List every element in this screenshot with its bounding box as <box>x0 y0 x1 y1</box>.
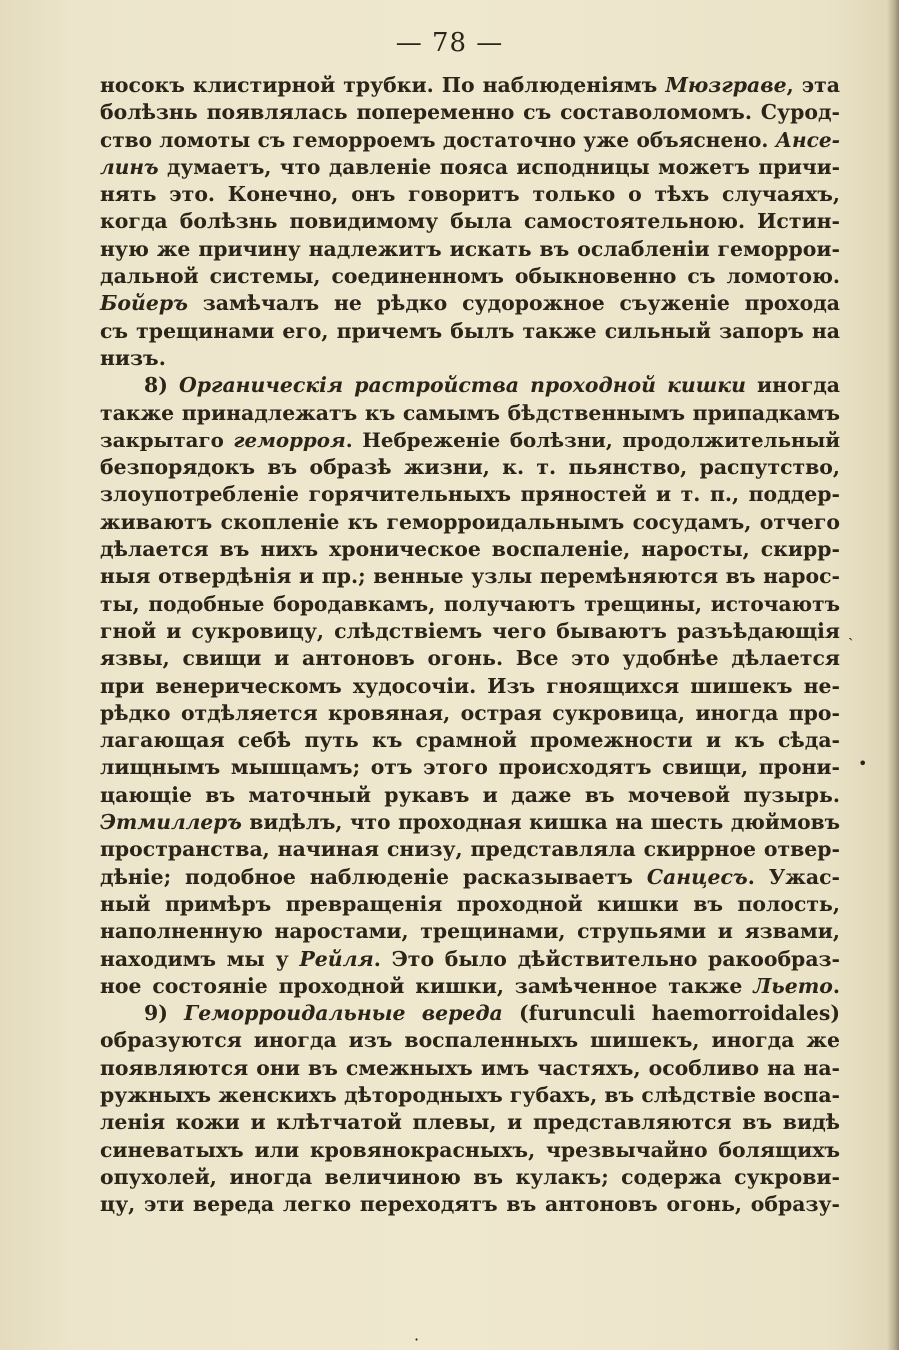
italic-name: Геморроидальные вереда <box>184 1001 503 1026</box>
text-line <box>100 700 840 727</box>
text-segment: закрытаго <box>100 427 234 452</box>
text-line <box>100 864 840 891</box>
text-line <box>100 809 840 836</box>
text-segment: 8) <box>144 373 179 398</box>
text-line <box>100 973 840 1000</box>
text-segment: ныя отвердѣнія и пр.; венные узлы перемѣняются въ нарос- <box>100 564 840 589</box>
text-line <box>100 1191 840 1218</box>
text-line <box>100 99 840 126</box>
text-line <box>100 836 840 863</box>
text-segment: ный примѣръ превращенія проходной кишки въ полость, <box>100 891 840 916</box>
text-line <box>100 1082 840 1109</box>
text-line <box>100 345 840 372</box>
text-segment: наполненную наростами, трещинами, струпьями и язвами, <box>100 919 840 944</box>
text-segment: . Небреженіе болѣзни, продолжительный <box>345 427 840 452</box>
text-line <box>100 918 840 945</box>
margin-mark: ˏ <box>848 622 854 641</box>
italic-name: Бойеръ <box>100 291 188 316</box>
text-segment: безпорядокъ въ образѣ жизни, к. т. пьянство, распутство, <box>100 455 840 480</box>
text-line <box>100 1109 840 1136</box>
text-segment: живаютъ скопленіе къ геморроидальнымъ сосудамъ, отчего <box>100 509 840 534</box>
text-segment: болѣзнь появлялась попеременно съ составоломомъ. Сурод- <box>100 100 840 125</box>
text-segment: цу, эти вереда легко переходятъ въ антоновъ огонь, образу- <box>100 1192 840 1217</box>
text-segment: ство ломоты съ геморроемъ достаточно уже объяснено. <box>100 127 776 152</box>
text-segment: нять это. Конечно, онъ говоритъ только о тѣхъ случаяхъ, <box>100 182 840 207</box>
text-segment: видѣлъ, что проходная кишка на шесть дюймовъ <box>241 810 840 835</box>
text-segment: опухолей, иногда величиною въ кулакъ; содержа сукрови- <box>100 1164 840 1189</box>
text-segment: дѣніе; подобное наблюденіе расказываетъ <box>100 864 647 889</box>
text-segment: ленія кожи и клѣтчатой плевы, и представляются въ видѣ <box>100 1110 840 1135</box>
text-line <box>100 263 840 290</box>
text-segment: . Это было дѣйствительно ракообраз- <box>373 946 841 971</box>
text-line <box>100 454 840 481</box>
text-segment: гной и сукровицу, слѣдствіемъ чего бываютъ разъѣдающія <box>100 618 840 643</box>
text-segment: когда болѣзнь повидимому была самостоятельною. Истин- <box>100 209 840 234</box>
text-segment: появляются они въ смежныхъ имъ частяхъ, особливо на на- <box>100 1055 840 1080</box>
text-line <box>100 1027 840 1054</box>
italic-name: линъ <box>100 154 159 179</box>
text-line <box>100 427 840 454</box>
text-line <box>100 481 840 508</box>
text-segment: пространства, начиная снизу, представляла скиррное отвер- <box>100 837 840 862</box>
text-line <box>100 782 840 809</box>
italic-name: Этмиллеръ <box>100 810 242 835</box>
italic-name: Льето <box>753 973 833 998</box>
text-segment: . <box>832 973 840 998</box>
text-line <box>100 946 840 973</box>
margin-dot: • <box>858 754 868 773</box>
text-segment: низъ. <box>100 345 166 370</box>
text-line <box>100 509 840 536</box>
text-line <box>100 236 840 263</box>
text-line <box>100 591 840 618</box>
italic-name: Органическія растройства проходной кишки <box>178 373 746 398</box>
text-line <box>100 1164 840 1191</box>
text-segment: дальной системы, соединенномъ обыкновенно съ ломотою. <box>100 264 840 289</box>
text-segment: лищнымъ мышцамъ; отъ этого происходятъ свищи, прони- <box>100 755 840 780</box>
italic-name: Санцесъ <box>646 864 748 889</box>
text-segment: ты, подобные бородавкамъ, получаютъ трещины, источаютъ <box>100 591 840 616</box>
text-line <box>100 891 840 918</box>
text-segment: язвы, свищи и антоновъ огонь. Все это удобнѣе дѣлается <box>100 646 840 671</box>
text-line <box>100 673 840 700</box>
text-segment: дѣлается въ нихъ хроническое воспаленіе, наросты, скирр- <box>100 537 840 562</box>
bottom-dot: · <box>414 1330 420 1349</box>
text-line <box>100 154 840 181</box>
page-binding-shadow <box>887 0 899 1350</box>
text-line <box>100 127 840 154</box>
text-segment: (furunculi haemorroidales) <box>502 1001 841 1026</box>
text-line <box>100 754 840 781</box>
text-segment: ное состояніе проходной кишки, замѣченное также <box>100 973 754 998</box>
text-segment: при венерическомъ худосочіи. Изъ гноящихся шишекъ не- <box>100 673 840 698</box>
text-segment: носокъ клистирной трубки. По наблюденіямъ <box>100 73 666 97</box>
text-line <box>100 208 840 235</box>
text-line <box>100 618 840 645</box>
italic-name: Мюзграве <box>665 73 787 97</box>
text-line <box>100 536 840 563</box>
text-line <box>100 181 840 208</box>
text-segment: цающіе въ маточный рукавъ и даже въ мочевой пузырь. <box>100 782 840 807</box>
text-segment: лагающая себѣ путь къ срамной промежности и къ сѣда- <box>100 728 840 753</box>
page-text-block <box>100 72 840 1218</box>
text-segment: замѣчалъ не рѣдко судорожное съуженіе прохода <box>187 291 840 316</box>
text-line <box>100 290 840 317</box>
italic-name: Ансе- <box>775 127 840 152</box>
text-line <box>100 318 840 345</box>
text-line <box>100 400 840 427</box>
text-segment: также принадлежатъ къ самымъ бѣдственнымъ припадкамъ <box>100 400 840 425</box>
italic-name: Рейля <box>299 946 374 971</box>
text-line <box>100 1137 840 1164</box>
text-line <box>100 1000 840 1027</box>
text-segment: ную же причину надлежитъ искать въ ослабленіи геморрои- <box>100 236 840 261</box>
text-segment: синеватыхъ или кровянокрасныхъ, чрезвычайно болящихъ <box>100 1137 840 1162</box>
text-segment: находимъ мы у <box>100 946 300 971</box>
text-line <box>100 72 840 99</box>
italic-name: геморроя <box>233 427 346 452</box>
page-number: — 78 — <box>395 28 504 58</box>
text-segment: рѣдко отдѣляется кровяная, острая сукровица, иногда про- <box>100 700 840 725</box>
text-line <box>100 1055 840 1082</box>
text-line <box>100 645 840 672</box>
text-segment: думаетъ, что давленіе пояса исподницы можетъ причи- <box>158 154 840 179</box>
text-segment: съ трещинами его, причемъ былъ также сильный запоръ на <box>100 318 840 343</box>
text-segment: образуются иногда изъ воспаленныхъ шишекъ, иногда же <box>100 1028 840 1053</box>
text-segment: ружныхъ женскихъ дѣтородныхъ губахъ, въ слѣдствіе воспа- <box>100 1082 840 1107</box>
text-segment: , эта <box>786 73 840 97</box>
text-line <box>100 563 840 590</box>
text-segment: 9) <box>144 1001 185 1026</box>
text-segment: злоупотребленіе горячительныхъ пряностей и т. п., поддер- <box>100 482 840 507</box>
text-line <box>100 372 840 399</box>
text-segment: иногда <box>745 373 841 398</box>
text-line <box>100 727 840 754</box>
text-segment: . Ужас- <box>747 864 840 889</box>
